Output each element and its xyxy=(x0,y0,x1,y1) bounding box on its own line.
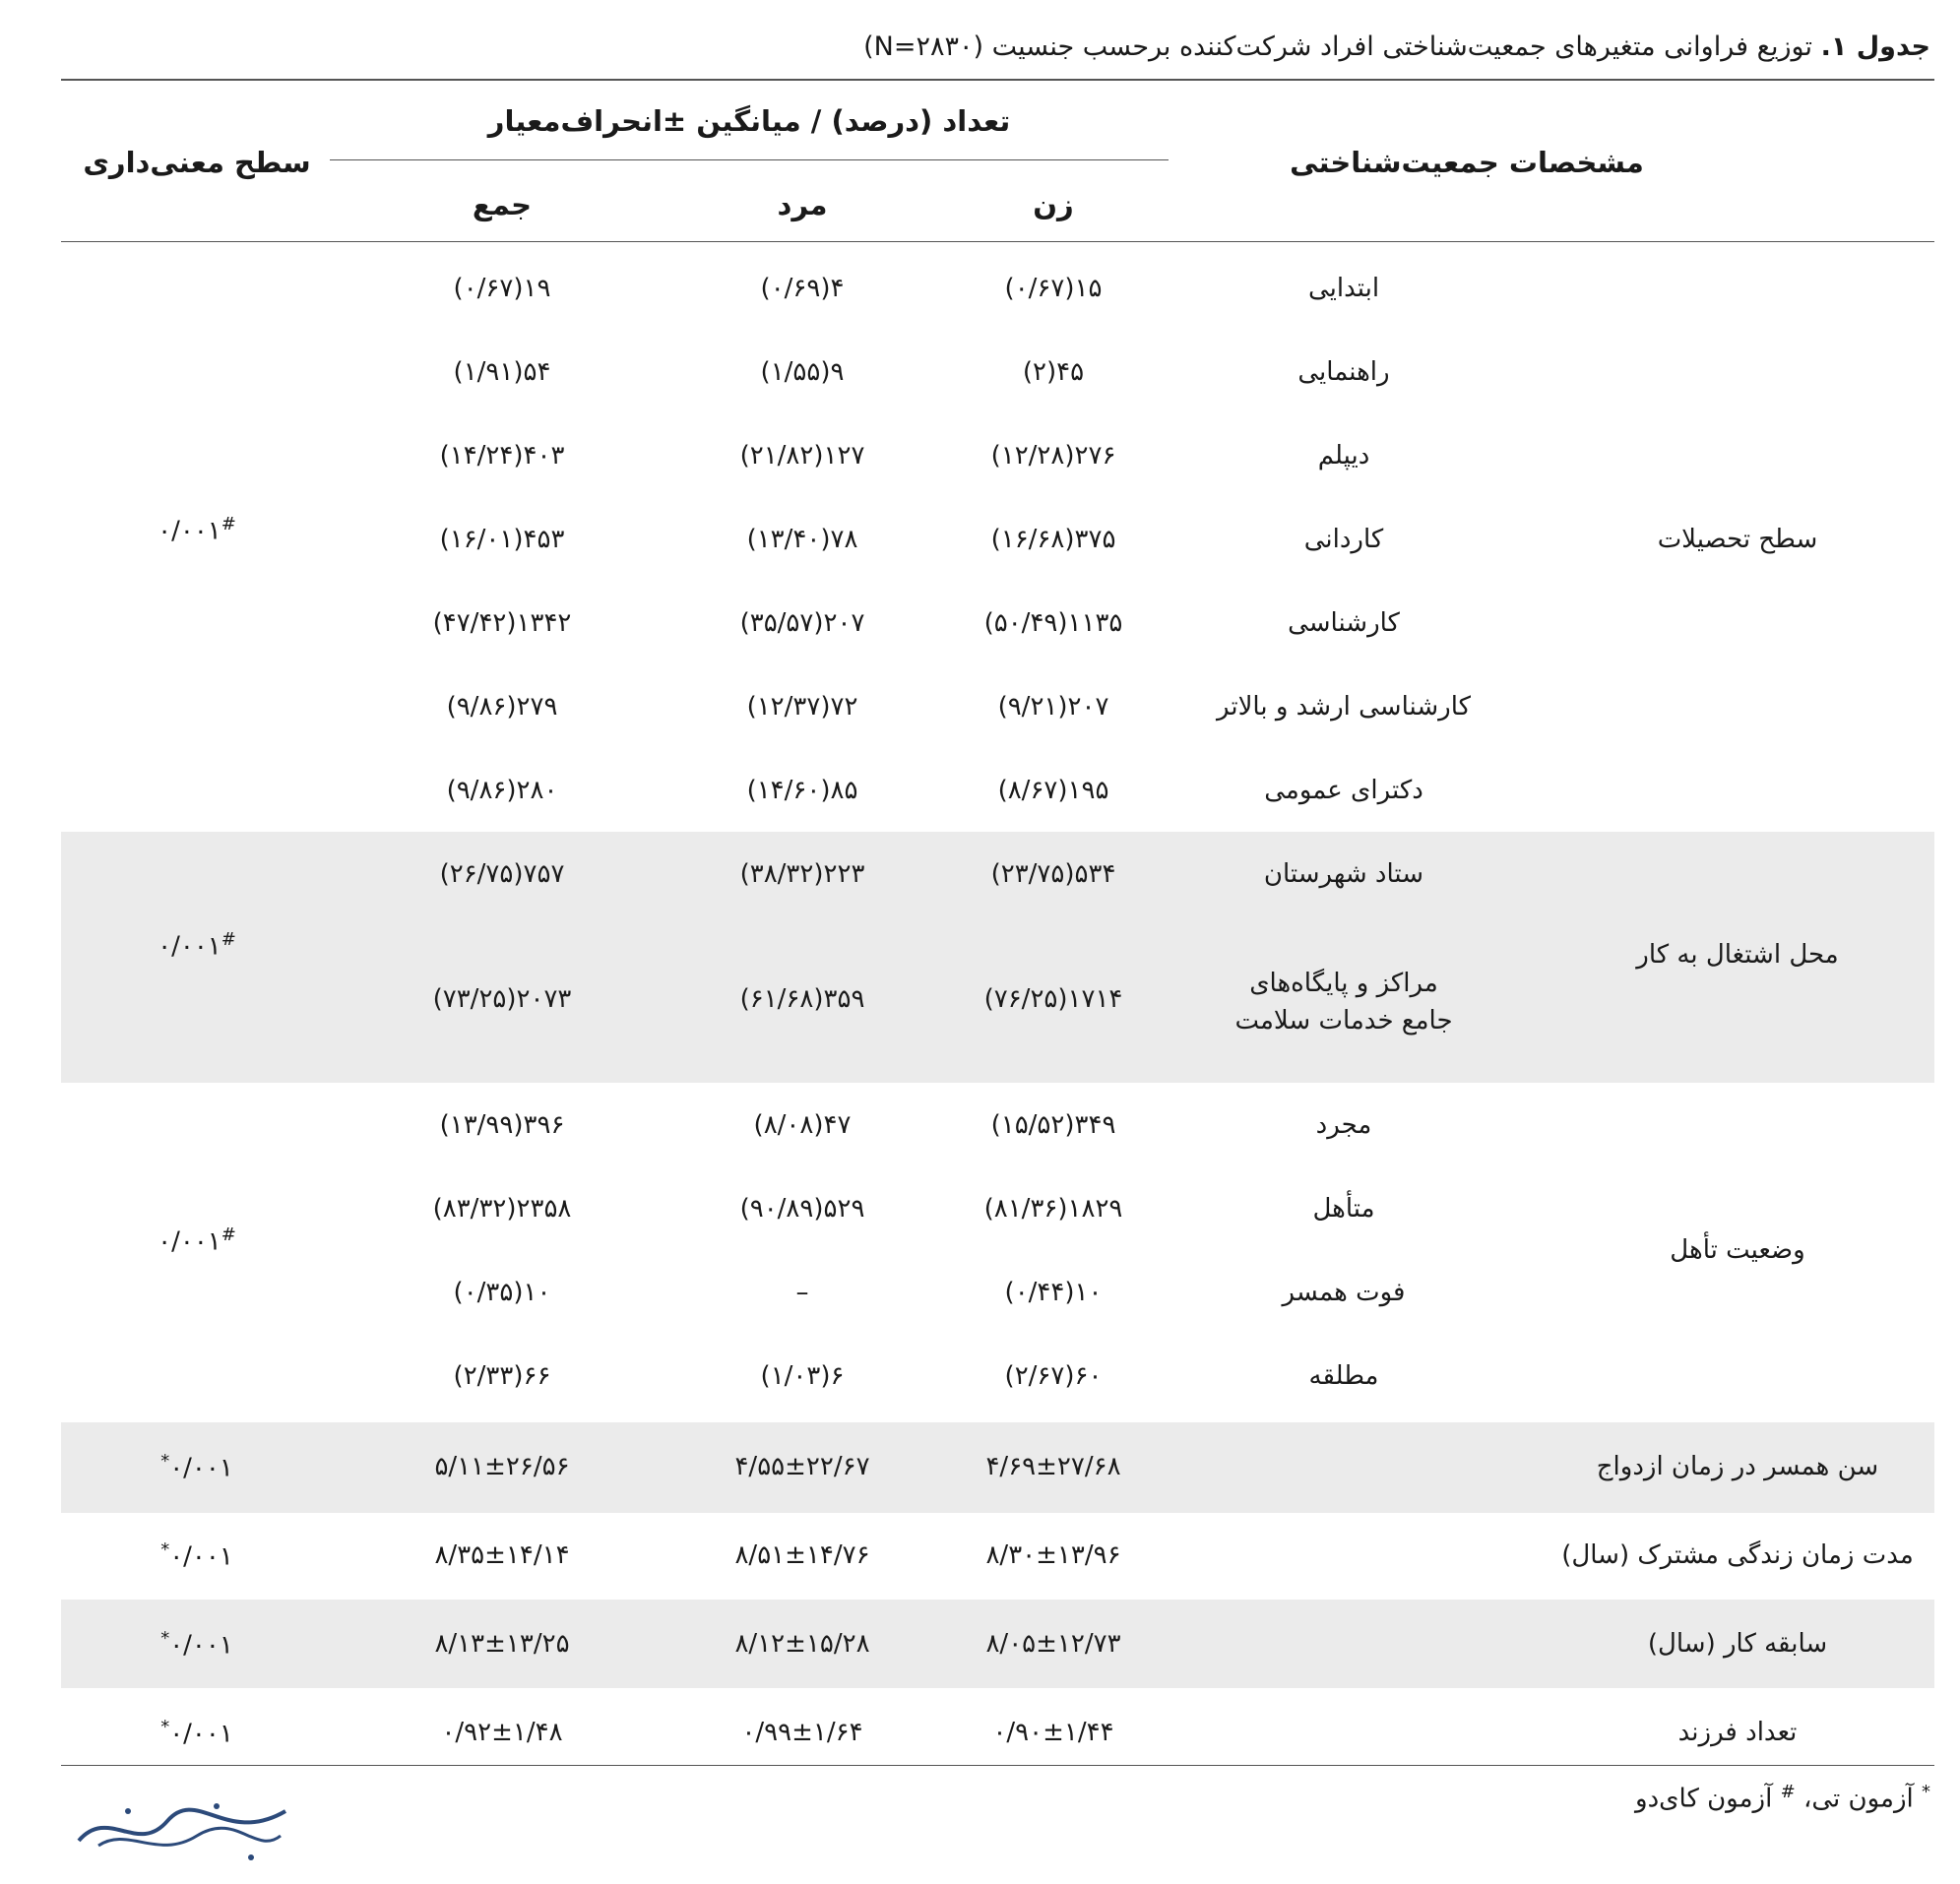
header-subrule xyxy=(330,159,1169,160)
male-value: ۸/۱۲±۱۵/۲۸ xyxy=(734,1629,870,1659)
group-label: محل اشتغال به کار xyxy=(1636,940,1839,970)
significance-mark: * xyxy=(160,1628,170,1649)
female-value: ۰/۹۰±۱/۴۴ xyxy=(992,1718,1114,1747)
female-value: ۱۵(۰/۶۷) xyxy=(1004,274,1103,303)
table-top-rule xyxy=(61,79,1934,81)
row-label: ستاد شهرستان xyxy=(1263,859,1424,889)
total-value: ۱۳۴۲(۴۷/۴۲) xyxy=(432,608,572,638)
significance-mark: # xyxy=(221,929,236,950)
footnote-mark-t: * xyxy=(1922,1782,1930,1802)
male-value: ۸/۵۱±۱۴/۷۶ xyxy=(734,1540,870,1570)
significance-value: ۰/۰۰۱ xyxy=(169,1453,233,1483)
significance-value: ۰/۰۰۱ xyxy=(169,1630,233,1661)
row-label: راهنمایی xyxy=(1297,357,1390,387)
row-label: کارشناسی ارشد و بالاتر xyxy=(1217,692,1471,722)
header-significance: سطح معنی‌داری xyxy=(83,146,311,179)
single-row-label: تعداد فرزند xyxy=(1677,1718,1798,1747)
female-value: ۴/۶۹±۲۷/۶۸ xyxy=(985,1452,1121,1481)
total-value: ۸/۱۳±۱۳/۲۵ xyxy=(434,1629,570,1659)
row-label: مجرد xyxy=(1315,1110,1372,1140)
female-value: ۶۰(۲/۶۷) xyxy=(1004,1361,1103,1391)
significance-value: ۰/۰۰۱ xyxy=(158,931,221,962)
total-value: ۶۶(۲/۳۳) xyxy=(453,1361,551,1391)
male-value: ۲۲۳(۳۸/۳۲) xyxy=(739,859,865,889)
single-significance xyxy=(69,1626,325,1664)
row-label: دکترای عمومی xyxy=(1264,776,1423,805)
row-label: کارشناسی xyxy=(1288,608,1400,638)
female-value: ۱۹۵(۸/۶۷) xyxy=(997,776,1109,805)
female-value: ۵۳۴(۲۳/۷۵) xyxy=(990,859,1116,889)
header-bottom-rule xyxy=(61,241,1934,242)
significance-value: ۰/۰۰۱ xyxy=(169,1541,233,1572)
female-value: ۲۰۷(۹/۲۱) xyxy=(997,692,1109,722)
single-row-label: مدت زمان زندگی مشترک (سال) xyxy=(1561,1540,1914,1570)
total-value: ۵۴(۱/۹۱) xyxy=(453,357,551,387)
total-value: ۳۹۶(۱۳/۹۹) xyxy=(439,1110,565,1140)
single-significance xyxy=(69,1715,325,1752)
group-label: سطح تحصیلات xyxy=(1657,525,1818,554)
row-label-line2: جامع خدمات سلامت xyxy=(1234,1006,1453,1036)
caption-label: جدول ۱. xyxy=(1820,31,1930,62)
female-value: ۴۵(۲) xyxy=(1022,357,1085,387)
group-significance xyxy=(69,512,325,549)
total-value: ۲۸۰(۹/۸۶) xyxy=(446,776,558,805)
header-characteristics: مشخصات جمعیت‌شناختی xyxy=(1290,146,1644,179)
footnote-mark-chi: # xyxy=(1780,1782,1796,1802)
significance-value: ۰/۰۰۱ xyxy=(158,516,221,546)
significance-mark: # xyxy=(221,514,236,534)
male-value: ۷۲(۱۲/۳۷) xyxy=(746,692,858,722)
male-value: ۳۵۹(۶۱/۶۸) xyxy=(739,984,865,1014)
header-male: مرد xyxy=(777,188,828,221)
significance-mark: * xyxy=(160,1451,170,1472)
header-group: تعداد (درصد) / میانگین ±انحراف‌معیار xyxy=(487,104,1011,138)
significance-mark: * xyxy=(160,1539,170,1560)
group-label: وضعیت تأهل xyxy=(1670,1235,1805,1265)
significance-mark: * xyxy=(160,1717,170,1737)
table-bottom-rule xyxy=(61,1765,1934,1766)
total-value: ۴۰۳(۱۴/۲۴) xyxy=(439,441,565,471)
row-label: ابتدایی xyxy=(1307,274,1380,303)
header-total: جمع xyxy=(472,188,533,221)
female-value: ۱۱۳۵(۵۰/۴۹) xyxy=(983,608,1123,638)
significance-mark: # xyxy=(221,1225,236,1245)
female-value: ۱۷۱۴(۷۶/۲۵) xyxy=(983,984,1123,1014)
row-label: مطلقه xyxy=(1308,1361,1379,1391)
total-value: ۱۹(۰/۶۷) xyxy=(453,274,551,303)
total-value: ۸/۳۵±۱۴/۱۴ xyxy=(434,1540,570,1570)
journal-logo xyxy=(69,1787,295,1865)
male-value: ۸۵(۱۴/۶۰) xyxy=(746,776,858,805)
total-value: ۲۷۹(۹/۸۶) xyxy=(446,692,558,722)
male-value: ۰/۹۹±۱/۶۴ xyxy=(741,1718,863,1747)
footnote-chi-square: آزمون کای‌دو xyxy=(1635,1784,1773,1814)
header-female: زن xyxy=(1033,188,1074,221)
male-value: ۱۲۷(۲۱/۸۲) xyxy=(739,441,865,471)
male-value: ۴(۰/۶۹) xyxy=(760,274,845,303)
single-significance xyxy=(69,1538,325,1575)
row-label: مراکز و پایگاه‌های xyxy=(1249,969,1438,998)
table-caption xyxy=(863,31,1930,62)
row-label: فوت همسر xyxy=(1282,1278,1406,1307)
footnote xyxy=(1635,1782,1930,1814)
single-row-label: سن همسر در زمان ازدواج xyxy=(1596,1452,1879,1481)
female-value: ۸/۰۵±۱۲/۷۳ xyxy=(985,1629,1121,1659)
male-value: ۵۲۹(۹۰/۸۹) xyxy=(739,1194,865,1224)
row-label: دیپلم xyxy=(1317,441,1370,471)
male-value: ۴/۵۵±۲۲/۶۷ xyxy=(734,1452,870,1481)
female-value: ۸/۳۰±۱۳/۹۶ xyxy=(985,1540,1121,1570)
single-significance xyxy=(69,1449,325,1486)
total-value: ۲۰۷۳(۷۳/۲۵) xyxy=(432,984,572,1014)
total-value: ۱۰(۰/۳۵) xyxy=(453,1278,551,1307)
male-value: ۴۷(۸/۰۸) xyxy=(753,1110,852,1140)
male-value: ۲۰۷(۳۵/۵۷) xyxy=(739,608,865,638)
caption-text: توزیع فراوانی متغیرهای جمعیت‌شناختی افراد شرکت‌کننده برحسب جنسیت (N=۲۸۳۰) xyxy=(863,31,1812,62)
female-value: ۱۰(۰/۴۴) xyxy=(1004,1278,1103,1307)
female-value: ۱۸۲۹(۸۱/۳۶) xyxy=(983,1194,1123,1224)
male-value: ۶(۱/۰۳) xyxy=(760,1361,845,1391)
male-value: ۹(۱/۵۵) xyxy=(760,357,845,387)
female-value: ۳۷۵(۱۶/۶۸) xyxy=(990,525,1116,554)
group-significance xyxy=(69,927,325,965)
significance-value: ۰/۰۰۱ xyxy=(158,1226,221,1257)
row-label: متأهل xyxy=(1312,1194,1375,1224)
male-value: ۷۸(۱۳/۴۰) xyxy=(746,525,858,554)
single-row-label: سابقه کار (سال) xyxy=(1647,1629,1828,1659)
male-value: – xyxy=(795,1278,809,1307)
total-value: ۷۵۷(۲۶/۷۵) xyxy=(439,859,565,889)
total-value: ۴۵۳(۱۶/۰۱) xyxy=(439,525,565,554)
group-significance xyxy=(69,1223,325,1260)
female-value: ۲۷۶(۱۲/۲۸) xyxy=(990,441,1116,471)
row-label: کاردانی xyxy=(1303,525,1384,554)
total-value: ۲۳۵۸(۸۳/۳۲) xyxy=(432,1194,572,1224)
significance-value: ۰/۰۰۱ xyxy=(169,1719,233,1749)
total-value: ۰/۹۲±۱/۴۸ xyxy=(441,1718,563,1747)
total-value: ۵/۱۱±۲۶/۵۶ xyxy=(434,1452,570,1481)
footnote-t-test: آزمون تی، xyxy=(1802,1784,1914,1814)
female-value: ۳۴۹(۱۵/۵۲) xyxy=(990,1110,1116,1140)
